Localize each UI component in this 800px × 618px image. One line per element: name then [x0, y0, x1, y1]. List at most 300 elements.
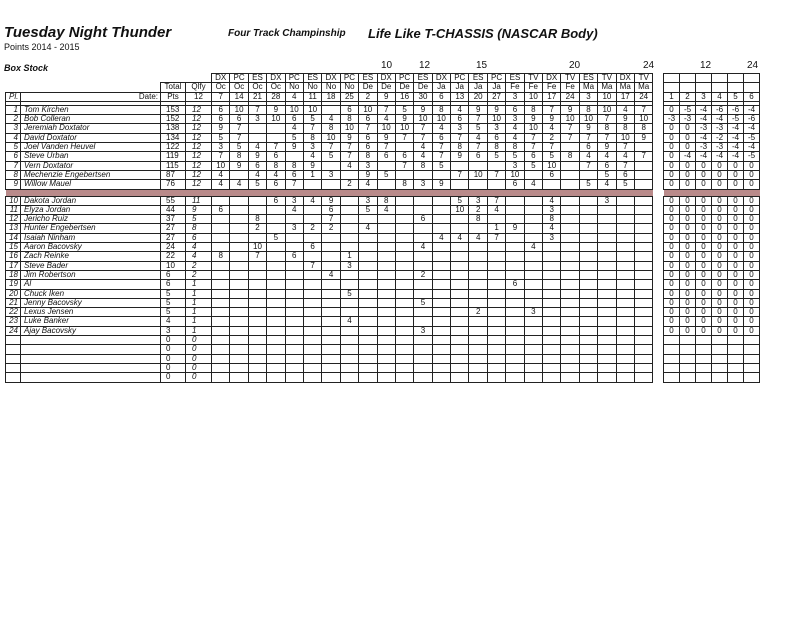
- race-points: 3: [598, 196, 616, 205]
- race-points: 5: [248, 180, 266, 189]
- race-points: [598, 326, 616, 335]
- race-points: [598, 224, 616, 233]
- race-points: [212, 215, 230, 224]
- race-points: [303, 336, 321, 345]
- race-points: [506, 336, 524, 345]
- race-points: 10: [248, 243, 266, 252]
- race-points: [561, 363, 579, 372]
- race-day: 10: [598, 92, 616, 101]
- drop-score: -4: [696, 133, 712, 142]
- month-code: Oc: [267, 83, 285, 92]
- race-points: [579, 170, 597, 179]
- race-points: [230, 215, 248, 224]
- race-points: [303, 280, 321, 289]
- race-points: [230, 233, 248, 242]
- track-code: PC: [340, 74, 358, 83]
- race-day: 28: [267, 92, 285, 101]
- race-points: [579, 233, 597, 242]
- drop-score: -6: [712, 105, 728, 114]
- total-points: 134: [161, 133, 186, 142]
- race-points: [543, 308, 561, 317]
- race-points: 6: [487, 133, 505, 142]
- race-points: 10: [616, 133, 634, 142]
- race-points: [414, 280, 432, 289]
- race-points: 6: [506, 105, 524, 114]
- race-points: [248, 233, 266, 242]
- race-points: [487, 215, 505, 224]
- race-points: [377, 363, 395, 372]
- race-points: 7: [487, 233, 505, 242]
- race-points: [616, 252, 634, 261]
- race-points: [451, 280, 469, 289]
- drop-score: 0: [712, 205, 728, 214]
- race-points: [451, 298, 469, 307]
- race-points: [598, 280, 616, 289]
- race-points: [303, 205, 321, 214]
- race-points: 6: [598, 161, 616, 170]
- race-points: 10: [634, 115, 652, 124]
- race-points: [248, 270, 266, 279]
- race-points: [340, 308, 358, 317]
- month-code: No: [322, 83, 340, 92]
- race-points: [248, 133, 266, 142]
- race-points: [524, 270, 542, 279]
- race-points: 10: [469, 170, 487, 179]
- championship-label: Four Track Champinship: [228, 28, 346, 39]
- race-points: [634, 345, 652, 354]
- race-points: 3: [212, 143, 230, 152]
- race-points: [598, 345, 616, 354]
- place-cell: 19: [6, 280, 21, 289]
- race-points: [524, 280, 542, 289]
- race-points: 7: [414, 133, 432, 142]
- race-points: [432, 317, 450, 326]
- race-points: 6: [267, 152, 285, 161]
- race-points: [561, 336, 579, 345]
- driver-name: [21, 373, 161, 382]
- race-points: [469, 252, 487, 261]
- race-points: 3: [414, 326, 432, 335]
- race-points: 8: [395, 180, 413, 189]
- driver-name: Joel Vanden Heuvel: [21, 143, 161, 152]
- side-blank-row: [664, 83, 760, 92]
- race-points: 2: [303, 224, 321, 233]
- drop-score: [680, 373, 696, 382]
- race-points: [451, 252, 469, 261]
- driver-row: [6, 124, 653, 133]
- place-header: Pl.: [6, 92, 21, 101]
- drop-score: 0: [744, 326, 760, 335]
- drop-score: 0: [664, 308, 680, 317]
- drop-score: 0: [664, 317, 680, 326]
- race-points: [212, 345, 230, 354]
- race-points: [616, 280, 634, 289]
- race-points: [506, 308, 524, 317]
- place-cell: 14: [6, 233, 21, 242]
- race-points: [579, 317, 597, 326]
- race-points: [524, 345, 542, 354]
- drop-score: 0: [728, 196, 744, 205]
- race-points: [322, 363, 340, 372]
- place-cell: 17: [6, 261, 21, 270]
- race-points: 3: [303, 143, 321, 152]
- driver-row: [6, 105, 653, 114]
- race-points: 10: [487, 115, 505, 124]
- race-points: [561, 143, 579, 152]
- driver-row: [6, 180, 653, 189]
- drop-score: 0: [744, 289, 760, 298]
- race-points: [506, 196, 524, 205]
- race-points: 3: [285, 196, 303, 205]
- race-points: 4: [248, 170, 266, 179]
- race-points: [377, 252, 395, 261]
- track-code: PC: [285, 74, 303, 83]
- race-points: 5: [267, 233, 285, 242]
- drop-score: 0: [712, 270, 728, 279]
- race-points: [414, 345, 432, 354]
- race-points: 8: [230, 152, 248, 161]
- race-points: [267, 133, 285, 142]
- drop-score: 0: [680, 180, 696, 189]
- race-points: [634, 317, 652, 326]
- race-points: [561, 280, 579, 289]
- month-code: No: [340, 83, 358, 92]
- side-driver-row: [664, 261, 760, 270]
- race-day: 24: [634, 92, 652, 101]
- race-points: [303, 270, 321, 279]
- track-code: DX: [212, 74, 230, 83]
- race-day: 17: [543, 92, 561, 101]
- race-points: 8: [543, 215, 561, 224]
- header-row-months: [6, 83, 653, 92]
- race-points: [303, 354, 321, 363]
- race-points: 8: [340, 115, 358, 124]
- race-points: 4: [322, 115, 340, 124]
- race-points: [598, 270, 616, 279]
- drop-score: 0: [696, 280, 712, 289]
- race-points: [598, 354, 616, 363]
- total-points: 6: [161, 280, 186, 289]
- side-driver-row: [664, 152, 760, 161]
- race-points: [561, 270, 579, 279]
- race-points: 4: [469, 233, 487, 242]
- race-points: 9: [616, 115, 634, 124]
- driver-name: [21, 336, 161, 345]
- race-points: [395, 280, 413, 289]
- driver-row: [6, 170, 653, 179]
- driver-name: Chuck Iken: [21, 289, 161, 298]
- race-points: [561, 243, 579, 252]
- race-points: 10: [285, 105, 303, 114]
- track-code: TV: [598, 74, 616, 83]
- race-points: [616, 298, 634, 307]
- race-points: 3: [524, 308, 542, 317]
- race-points: 10: [395, 124, 413, 133]
- place-cell: 5: [6, 143, 21, 152]
- race-points: 3: [543, 233, 561, 242]
- race-points: [285, 280, 303, 289]
- race-points: 3: [322, 170, 340, 179]
- race-points: [487, 308, 505, 317]
- class-label: Box Stock: [4, 63, 49, 73]
- side-cell: [712, 74, 728, 83]
- race-points: [303, 180, 321, 189]
- place-cell: 13: [6, 224, 21, 233]
- race-points: [230, 317, 248, 326]
- side-driver-row: [664, 270, 760, 279]
- drop-score: 0: [696, 326, 712, 335]
- race-points: [303, 345, 321, 354]
- race-points: [616, 243, 634, 252]
- side-driver-row: [664, 280, 760, 289]
- race-points: [634, 289, 652, 298]
- place-cell: 15: [6, 243, 21, 252]
- race-points: [303, 298, 321, 307]
- drop-score: [728, 345, 744, 354]
- race-points: [432, 243, 450, 252]
- race-points: [432, 270, 450, 279]
- race-points: [487, 298, 505, 307]
- race-points: [285, 308, 303, 317]
- race-points: [248, 345, 266, 354]
- driver-row: [6, 308, 653, 317]
- race-points: [432, 215, 450, 224]
- race-points: [395, 317, 413, 326]
- race-points: [598, 363, 616, 372]
- race-points: 10: [451, 205, 469, 214]
- race-points: 3: [340, 261, 358, 270]
- race-points: [212, 354, 230, 363]
- race-points: 9: [359, 170, 377, 179]
- drop-score: 0: [728, 161, 744, 170]
- race-points: [506, 354, 524, 363]
- race-points: [248, 326, 266, 335]
- race-points: 10: [506, 170, 524, 179]
- race-points: [230, 196, 248, 205]
- drop-score: 0: [712, 196, 728, 205]
- race-points: 8: [414, 161, 432, 170]
- race-points: [616, 196, 634, 205]
- race-points: [616, 317, 634, 326]
- race-points: [322, 354, 340, 363]
- race-points: [414, 363, 432, 372]
- race-points: [524, 289, 542, 298]
- drop-score: 0: [744, 233, 760, 242]
- race-points: [634, 308, 652, 317]
- drop-score: 0: [664, 280, 680, 289]
- place-cell: 24: [6, 326, 21, 335]
- total-points: 0: [161, 373, 186, 382]
- place-cell: 22: [6, 308, 21, 317]
- race-points: 8: [248, 215, 266, 224]
- race-points: [634, 205, 652, 214]
- race-points: [377, 298, 395, 307]
- drop-score: [712, 336, 728, 345]
- race-points: 9: [598, 143, 616, 152]
- race-points: [579, 261, 597, 270]
- race-points: [543, 298, 561, 307]
- race-points: [267, 252, 285, 261]
- race-points: [377, 336, 395, 345]
- race-points: 8: [487, 143, 505, 152]
- drop-score: [712, 363, 728, 372]
- race-points: [598, 205, 616, 214]
- drop-score: 0: [664, 124, 680, 133]
- race-points: [469, 180, 487, 189]
- race-points: 10: [414, 115, 432, 124]
- side-cell: [728, 74, 744, 83]
- drop-score: 0: [680, 224, 696, 233]
- qualify-count: 12: [186, 170, 212, 179]
- race-points: 4: [579, 152, 597, 161]
- race-points: [634, 196, 652, 205]
- race-points: [340, 298, 358, 307]
- race-points: [616, 354, 634, 363]
- race-points: [267, 215, 285, 224]
- page-title: Tuesday Night Thunder: [4, 24, 172, 41]
- month-code: Fe: [524, 83, 542, 92]
- race-day: 2: [359, 92, 377, 101]
- race-points: 4: [487, 205, 505, 214]
- drop-score: 0: [696, 317, 712, 326]
- race-points: [451, 326, 469, 335]
- drop-score: -4: [728, 143, 744, 152]
- race-points: 4: [414, 143, 432, 152]
- race-points: [598, 215, 616, 224]
- race-points: [506, 233, 524, 242]
- drop-score: -4: [712, 115, 728, 124]
- race-points: 9: [506, 224, 524, 233]
- race-points: [377, 161, 395, 170]
- race-points: [616, 345, 634, 354]
- race-points: [248, 261, 266, 270]
- race-points: [634, 252, 652, 261]
- qualify-count: 1: [186, 298, 212, 307]
- race-points: [506, 215, 524, 224]
- race-points: [395, 354, 413, 363]
- drop-column-header: 3: [696, 92, 712, 101]
- track-code: ES: [469, 74, 487, 83]
- race-points: [303, 215, 321, 224]
- race-points: [322, 161, 340, 170]
- side-driver-row: [664, 326, 760, 335]
- race-points: 7: [579, 161, 597, 170]
- race-points: 5: [414, 298, 432, 307]
- race-points: 8: [524, 105, 542, 114]
- race-points: [248, 317, 266, 326]
- race-points: [432, 326, 450, 335]
- race-points: [322, 308, 340, 317]
- race-points: [634, 280, 652, 289]
- race-points: 9: [285, 143, 303, 152]
- driver-name: Al: [21, 280, 161, 289]
- race-points: [359, 354, 377, 363]
- drop-score: 0: [664, 215, 680, 224]
- race-points: [359, 289, 377, 298]
- place-cell: 21: [6, 298, 21, 307]
- race-points: [322, 336, 340, 345]
- month-code: Ma: [634, 83, 652, 92]
- place-cell: 3: [6, 124, 21, 133]
- race-points: 4: [432, 124, 450, 133]
- race-points: 4: [524, 180, 542, 189]
- drop-score: 0: [680, 133, 696, 142]
- race-points: 1: [487, 224, 505, 233]
- place-cell: [6, 354, 21, 363]
- race-points: 5: [212, 133, 230, 142]
- race-points: 8: [212, 252, 230, 261]
- race-points: [414, 261, 432, 270]
- race-points: [248, 280, 266, 289]
- race-points: 9: [561, 105, 579, 114]
- drop-score: 0: [712, 261, 728, 270]
- race-points: 4: [543, 124, 561, 133]
- race-points: 6: [524, 152, 542, 161]
- drop-score: 0: [680, 215, 696, 224]
- race-points: 4: [285, 205, 303, 214]
- race-points: 10: [432, 115, 450, 124]
- drop-score: 0: [744, 280, 760, 289]
- place-cell: [6, 373, 21, 382]
- race-points: [561, 205, 579, 214]
- race-points: [267, 345, 285, 354]
- race-points: [267, 298, 285, 307]
- driver-name: Elyza Jordan: [21, 205, 161, 214]
- race-points: [506, 317, 524, 326]
- race-points: 8: [432, 105, 450, 114]
- drop-score: [696, 373, 712, 382]
- race-points: 4: [377, 205, 395, 214]
- race-points: [487, 354, 505, 363]
- race-day: 27: [487, 92, 505, 101]
- driver-row: [6, 261, 653, 270]
- drop-score: 0: [664, 133, 680, 142]
- race-points: [322, 373, 340, 382]
- race-points: [598, 308, 616, 317]
- race-points: 5: [469, 124, 487, 133]
- race-points: [524, 196, 542, 205]
- race-points: [359, 363, 377, 372]
- race-points: 7: [561, 124, 579, 133]
- race-points: [248, 373, 266, 382]
- race-points: [414, 224, 432, 233]
- race-points: [451, 261, 469, 270]
- race-points: [616, 289, 634, 298]
- race-points: [395, 298, 413, 307]
- blank-cell: [21, 83, 161, 92]
- race-points: 7: [487, 170, 505, 179]
- drop-score: [728, 363, 744, 372]
- race-points: [359, 336, 377, 345]
- side-driver-row: [664, 252, 760, 261]
- place-cell: [6, 345, 21, 354]
- race-points: [340, 233, 358, 242]
- total-points: 24: [161, 243, 186, 252]
- qlfy-count: 12: [186, 92, 212, 101]
- race-points: [285, 317, 303, 326]
- drop-score: 0: [680, 233, 696, 242]
- race-points: [248, 289, 266, 298]
- race-day: 14: [230, 92, 248, 101]
- race-points: [506, 373, 524, 382]
- race-day: 13: [451, 92, 469, 101]
- drop-score: 0: [744, 270, 760, 279]
- drop-score: 0: [744, 205, 760, 214]
- drop-score: 0: [696, 161, 712, 170]
- race-points: [395, 252, 413, 261]
- race-points: [340, 205, 358, 214]
- race-points: [414, 196, 432, 205]
